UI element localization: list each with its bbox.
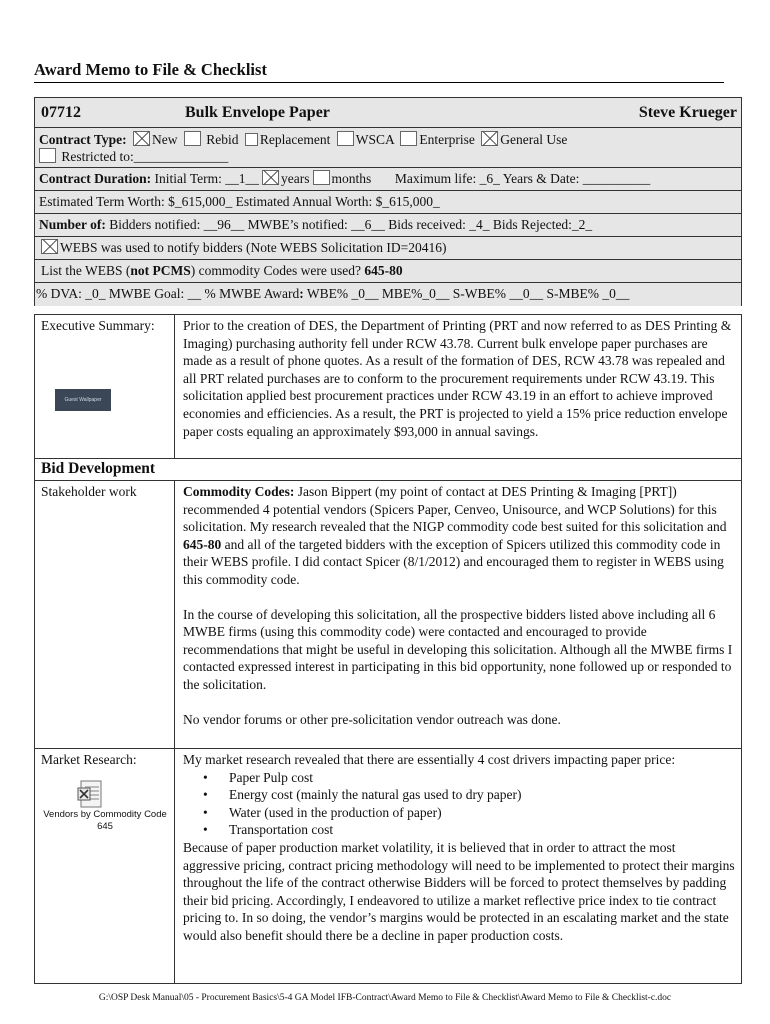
mwbe-text-post: WBE% _0__ MBE%_0__ S-WBE% __0__ S-MBE% _0__ (303, 286, 630, 301)
checkbox-new[interactable] (133, 131, 150, 146)
cost-drivers-list (183, 769, 735, 839)
commodity-code-value: 645-80 (183, 536, 222, 552)
header-row (35, 97, 741, 127)
exec-summary-section (35, 314, 741, 458)
mwbe-row (35, 282, 741, 306)
commodity-codes-text-a: Jason Bippert (my point of contact at DES Printing & Imaging [PRT]) recommended 4 potential vendors (Spicers Paper, Cenveo, Unisource, and WCP Solutions) for this solicitation. My research revealed that the NIGP commodity code best suited for this solicitation and (183, 484, 727, 535)
option-enterprise-label: Enterprise (419, 132, 475, 147)
maximum-life: Maximum life: _6_ Years & Date: __________ (394, 171, 651, 186)
exec-summary-cell (175, 315, 741, 458)
codes-value: 645-80 (364, 263, 403, 278)
duration-label: Contract Duration: (39, 171, 152, 186)
option-rebid-label: Rebid (206, 132, 239, 147)
narrative-table (34, 314, 742, 984)
option-new-label: New (152, 132, 178, 147)
contract-type-label: Contract Type: (39, 132, 127, 147)
checkbox-replacement[interactable] (245, 133, 258, 146)
development-paragraph: In the course of developing this solicitation, all the prospective bidders listed above including all 6 MWBE firms (using this commodity code) were contacted and encouraged to provide recommendations that might be useful in developing this solicitation. Although all the MWBE firms I contacted expressed interest in participating in this bid opportunity, none followed up or responded to the solicitation. (183, 606, 733, 692)
exec-summary-label: Executive Summary: (41, 318, 155, 333)
webs-row (35, 236, 741, 259)
checkbox-enterprise[interactable] (400, 131, 417, 146)
numbers-label: Number of: (39, 217, 106, 232)
checkbox-general-use[interactable] (481, 131, 498, 146)
checkbox-months[interactable] (313, 170, 330, 185)
commodity-codes-paragraph (183, 483, 735, 589)
commodity-codes-text-b: and all of the targeted bidders with the exception of Spicers utilized this commodity code in their WEBS profile. I did contact Spicer (8/1/2012) and encouraged them to register in WEBS using this commodity code. (183, 536, 724, 587)
months-label: months (331, 171, 372, 186)
contract-person: Steve Krueger (638, 103, 737, 121)
years-label: years (281, 171, 310, 186)
bid-development-heading: Bid Development (35, 458, 741, 480)
market-research-label-cell (35, 749, 175, 983)
checkbox-years[interactable] (262, 170, 279, 185)
list-item: • Water (used in the production of paper) (229, 804, 735, 822)
checkbox-webs[interactable] (41, 239, 58, 254)
market-research-cell (175, 749, 741, 983)
contract-type-row (35, 127, 741, 167)
list-item: • Transportation cost (229, 821, 735, 839)
checkbox-restricted[interactable] (39, 148, 56, 163)
worth-text: Estimated Term Worth: $_615,000_ Estimated Annual Worth: $_615,000_ (39, 194, 440, 209)
form-table (34, 97, 742, 306)
checkbox-rebid[interactable] (184, 131, 201, 146)
contract-number: 07712 (41, 103, 81, 121)
image-thumbnail[interactable] (55, 389, 111, 411)
option-replacement-label: Replacement (259, 132, 331, 147)
contract-name: Bulk Envelope Paper (185, 103, 330, 121)
stakeholder-section (35, 480, 741, 748)
codes-text-post: ) commodity Codes were used? (190, 263, 365, 278)
initial-term: Initial Term: __1__ (154, 171, 260, 186)
numbers-text: Bidders notified: __96__ MWBE’s notified: __6__ Bids received: _4_ Bids Rejected:_2_ (109, 217, 593, 232)
stakeholder-label-cell (35, 481, 175, 748)
market-research-section (35, 748, 741, 983)
outreach-paragraph: No vendor forums or other pre-solicitation vendor outreach was done. (183, 711, 561, 727)
attachment-caption[interactable]: Vendors by Commodity Code 645 (43, 809, 167, 832)
codes-row (35, 259, 741, 282)
footer-path: G:\OSP Desk Manual\05 - Procurement Basics\5-4 GA Model IFB-Contract\Award Memo to File & Checklist\Award Memo to File & Checklist-c.doc (98, 993, 672, 1003)
mwbe-text: % DVA: _0_ MWBE Goal: __ % MWBE Award (36, 286, 300, 301)
list-item: • Paper Pulp cost (229, 769, 735, 787)
webs-text: WEBS was used to notify bidders (Note WEBS Solicitation ID=20416) (60, 240, 447, 255)
worth-row (35, 190, 741, 213)
document-title: Award Memo to File & Checklist (34, 60, 724, 83)
option-wsca-label: WSCA (355, 132, 394, 147)
numbers-row (35, 213, 741, 236)
mwbe-colon: : (299, 286, 304, 301)
duration-row (35, 167, 741, 190)
market-intro: My market research revealed that there are essentially 4 cost drivers impacting paper price: (183, 752, 676, 767)
stakeholder-cell (175, 481, 741, 748)
thumbnail-caption: Guest Wallpaper (64, 397, 102, 403)
codes-text-bold: not PCMS (130, 263, 191, 278)
commodity-codes-label: Commodity Codes: (183, 484, 295, 499)
stakeholder-label: Stakeholder work (41, 484, 137, 499)
market-text: Because of paper production market volatility, it is believed that in order to attract the most aggressive pricing, contract pricing methodology will need to be implemented to protect their margins throughout the life of the contract otherwise Bidders will be forced to protect themselves by padding their bid pricing. Accordingly, I endeavored to utilize a market reflective price index to tie contract pricing to. In so doing, the vendor’s margins would be protected in an escalating market and the state would also benefit should there be a decline in paper production costs. (183, 839, 735, 943)
market-research-label: Market Research: (41, 752, 137, 767)
exec-summary-label-cell (35, 315, 175, 458)
excel-file-icon[interactable] (77, 779, 105, 809)
restricted-label: Restricted to:______________ (61, 149, 229, 164)
option-general-use-label: General Use (500, 132, 568, 147)
list-item: • Energy cost (mainly the natural gas used to dry paper) (229, 786, 735, 804)
codes-text-pre: List the WEBS ( (41, 263, 131, 278)
checkbox-wsca[interactable] (337, 131, 354, 146)
exec-summary-text: Prior to the creation of DES, the Department of Printing (PRT and now referred to as DES Printing & Imaging) purchasing authority fell under RCW 43.78. Current bulk envelope paper purchases are made as a result of phone quotes. As a result of the formation of DES, RCW 43.78 was repealed and all PRT related purchases are to conform to the procurement requirements under RCW 43.19. This solicitation applied best procurement practices under RCW 43.19 in an effort to achieve improved economies and efficiencies. As a result, the PRT is projected to yield a 15% price reduction envelope paper costs equaling an approximately $93,000 in annual savings. (183, 318, 732, 439)
